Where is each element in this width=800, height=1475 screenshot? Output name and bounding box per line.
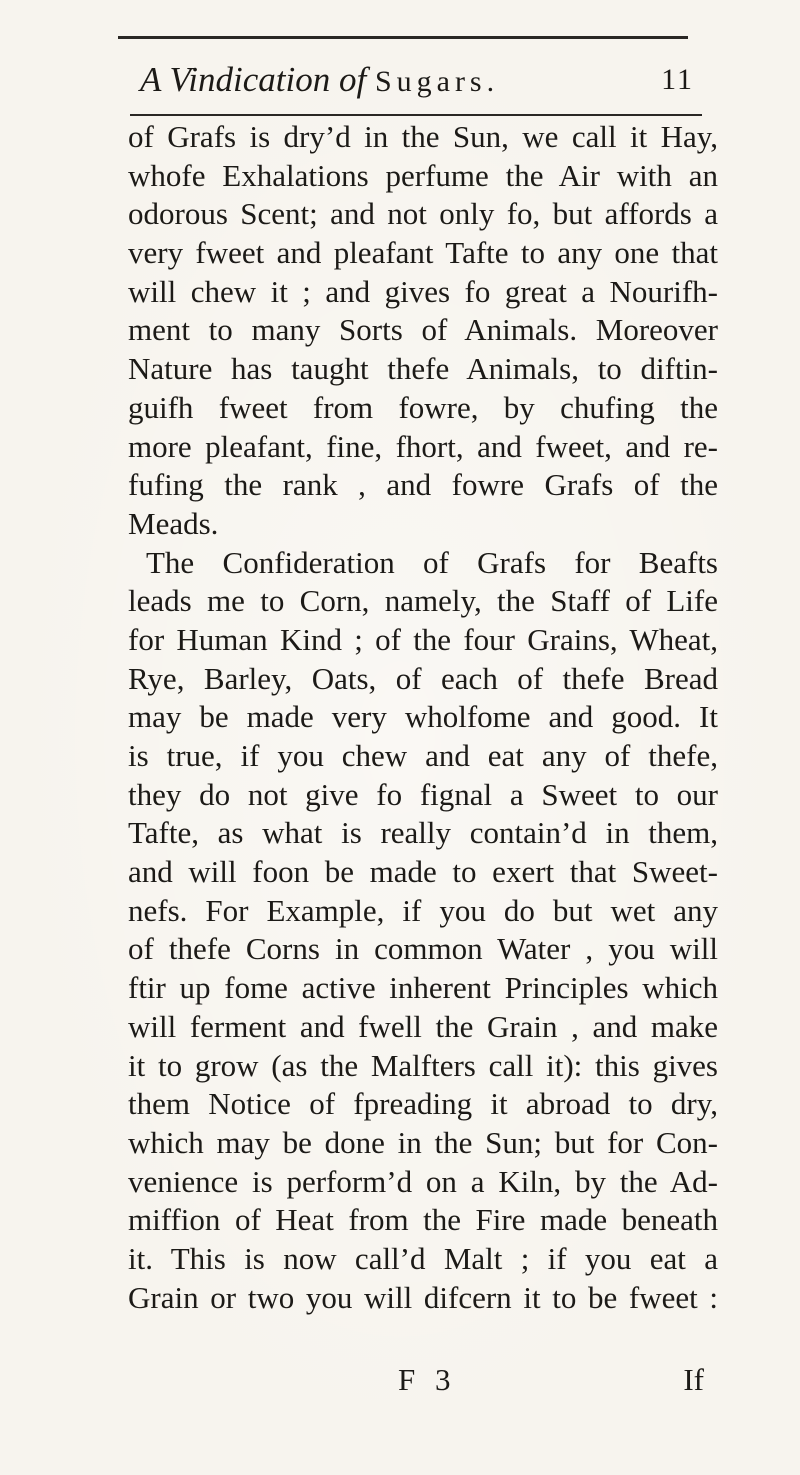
text-line: it to grow (as the Malfters call it): this gives <box>128 1047 718 1083</box>
text-line: it. This is now call’d Malt ; if you eat a <box>128 1240 718 1276</box>
text-line: fufing the rank , and fowre Grafs of the <box>128 467 718 503</box>
catchword: If <box>683 1362 704 1397</box>
text-line: odorous Scent; and not only fo, but affords a <box>128 196 718 232</box>
running-title-italic: A Vindication of <box>140 60 367 99</box>
text-line: leads me to Corn, namely, the Staff of Life <box>128 583 718 619</box>
text-line: miffion of Heat from the Fire made beneath <box>128 1202 718 1238</box>
text-line: will chew it ; and gives fo great a Nourifh- <box>128 273 718 309</box>
body-text <box>128 118 718 1317</box>
running-title-caps: Sugars. <box>374 65 500 98</box>
text-line: ment to many Sorts of Animals. Moreover <box>128 312 718 348</box>
running-title <box>140 58 499 104</box>
text-line: Tafte, as what is really contain’d in them, <box>128 815 718 851</box>
text-line: guifh fweet from fowre, by chufing the <box>128 389 718 425</box>
text-line: which may be done in the Sun; but for Con- <box>128 1124 718 1160</box>
text-line: will ferment and fwell the Grain , and make <box>128 1008 718 1044</box>
text-line-paragraph-start: The Confideration of Grafs for Beafts <box>146 544 718 580</box>
text-line: nefs. For Example, if you do but wet any <box>128 892 718 928</box>
signature-mark: F 3 <box>398 1362 457 1397</box>
signature-line <box>128 1361 718 1399</box>
text-line: Nature has taught thefe Animals, to diftin- <box>128 351 718 387</box>
text-line: of thefe Corns in common Water , you will <box>128 931 718 967</box>
text-line-paragraph-end: Meads. <box>128 505 219 541</box>
text-line: whofe Exhalations perfume the Air with an <box>128 157 718 193</box>
text-line: of Grafs is dry’d in the Sun, we call it Hay, <box>128 119 718 154</box>
text-line: Rye, Barley, Oats, of each of thefe Bread <box>128 660 718 696</box>
text-line: they do not give fo fignal a Sweet to our <box>128 776 718 812</box>
text-line: ftir up fome active inherent Principles which <box>128 970 718 1006</box>
header-rule <box>130 114 702 116</box>
text-line: for Human Kind ; of the four Grains, Wheat, <box>128 621 718 657</box>
text-line: venience is perform’d on a Kiln, by the Ad- <box>128 1163 718 1199</box>
page-number: 11 <box>661 63 694 96</box>
running-header <box>140 58 700 108</box>
text-line: more pleafant, fine, fhort, and fweet, and re- <box>128 428 718 464</box>
text-line: very fweet and pleafant Tafte to any one that <box>128 235 718 271</box>
text-line: Grain or two you will difcern it to be fweet : <box>128 1279 718 1315</box>
text-line: them Notice of fpreading it abroad to dry, <box>128 1086 718 1122</box>
text-line: is true, if you chew and eat any of thefe, <box>128 738 718 773</box>
text-line: and will foon be made to exert that Sweet- <box>128 854 718 890</box>
text-line: may be made very wholfome and good. It <box>128 699 718 735</box>
top-rule <box>118 36 688 39</box>
